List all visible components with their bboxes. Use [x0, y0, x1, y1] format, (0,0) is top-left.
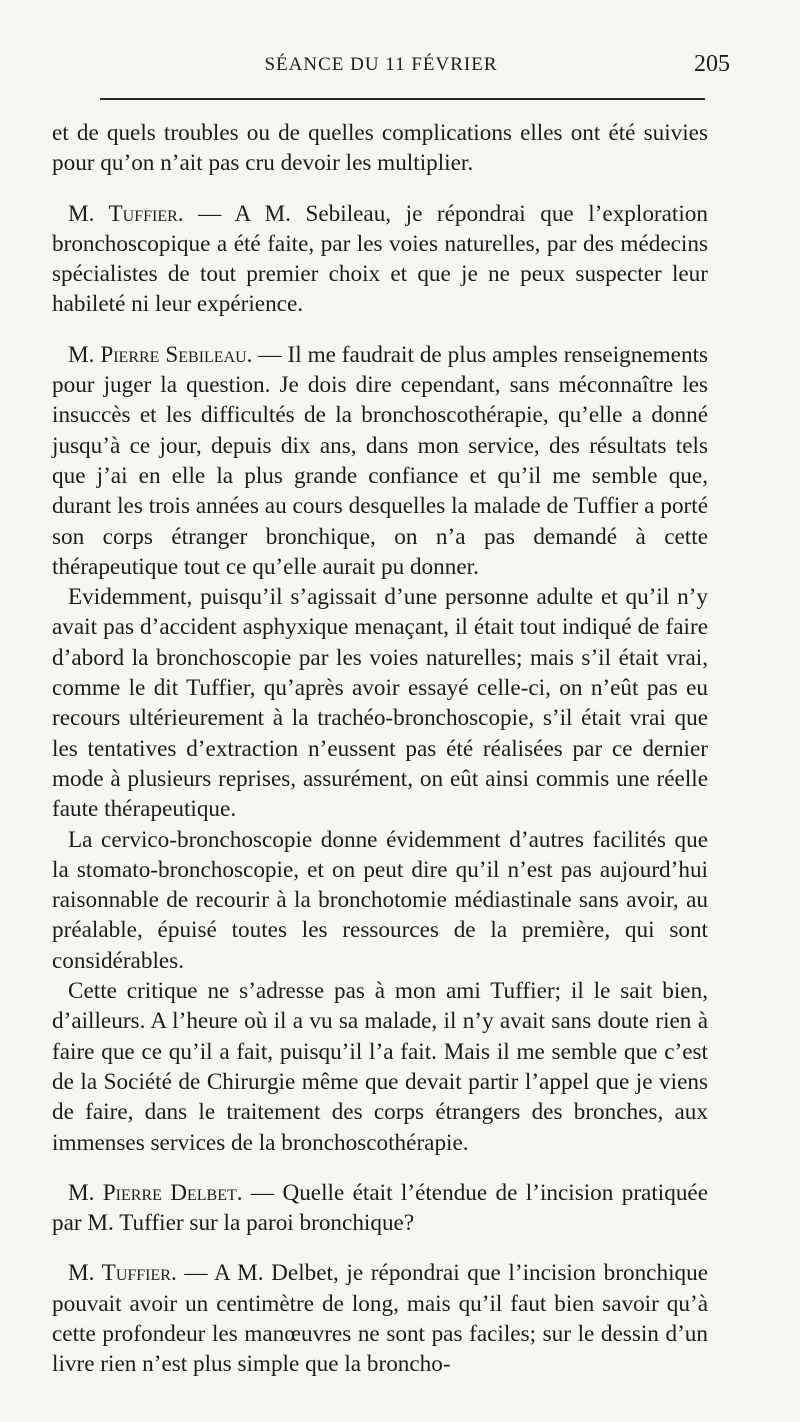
paragraph-3	[52, 340, 708, 582]
paragraph-7-text: — Quelle était l’étendue de l’incision pratiquée par M. Tuffier sur la paroi bronchique?	[52, 1179, 708, 1237]
paragraph-1	[52, 118, 708, 179]
paragraph-1-text: et de quels troubles ou de quelles complications elles ont été suivies pour qu’on n’ait pas cru devoir les multiplier.	[52, 120, 708, 177]
paragraph-2-text: — A M. Sebileau, je répondrai que l’exploration bronchoscopique a été faite, par les voies naturelles, par des médecins spécialistes de tout premier choix et que je ne peux suspecter leur habileté ni leur expérience.	[52, 200, 708, 318]
paragraph-5-text: La cervico-bronchoscopie donne évidemment d’autres facilités que la stomato-bronchoscopie, et on peut dire qu’il n’est pas aujourd’hui raisonnable de recourir à la bronchotomie médiastinale sans avoir, au préalable, épuisé toutes les ressources de la première, qui sont considérables.	[52, 826, 708, 974]
paragraph-8-text: — A M. Delbet, je répondrai que l’incision bronchique pouvait avoir un centimètre de long, mais qu’il faut bien savoir qu’à cette profondeur les manœuvres ne sont pas faciles; sur le dessin d’un livre rien n’est plus simple que la broncho-	[52, 1260, 708, 1378]
paragraph-7	[52, 1178, 708, 1239]
speaker-tuffier: M. Tuffier.	[68, 200, 184, 227]
paragraph-3-text: — Il me faudrait de plus amples renseignements pour juger la question. Je dois dire cependant, sans méconnaître les insuccès et les difficultés de la bronchoscothérapie, qu’elle a donné jusqu’à ce jour, depuis dix ans, dans mon service, des résultats tels que j’ai en elle la plus grande confiance et qu’il me semble que, durant les trois années au cours desquelles la malade de Tuffier a porté son corps étranger bronchique, on n’a pas demandé à cette thérapeutique tout ce qu’elle aurait pu donner.	[52, 341, 708, 580]
running-head: SÉANCE DU 11 FÉVRIER	[264, 54, 498, 75]
paragraph-8	[52, 1258, 708, 1379]
header-rule	[100, 98, 705, 100]
paragraph-4	[52, 582, 708, 824]
paragraph-6-text: Cette critique ne s’adresse pas à mon ami Tuffier; il le sait bien, d’ailleurs. A l’heure où il a vu sa malade, il n’y avait sans doute rien à faire que ce qu’il a fait, puisqu’il l’a fait. Mais il me semble que c’est de la Société de Chirurgie même que devait partir l’appel que je viens de faire, dans le traitement des corps étrangers des bronches, aux immenses services de la bronchoscothérapie.	[52, 978, 708, 1156]
page-header	[52, 46, 730, 86]
page-number: 205	[694, 51, 730, 77]
speaker-pierre-sebileau: M. Pierre Sebileau.	[68, 341, 253, 368]
speaker-pierre-delbet: M. Pierre Delbet.	[68, 1179, 243, 1206]
paragraph-4-text: Evidemment, puisqu’il s’agissait d’une personne adulte et qu’il n’y avait pas d’accident asphyxique menaçant, il était tout indiqué de faire d’abord la bronchoscopie par les voies naturelles; mais s’il était vrai, comme le dit Tuffier, qu’après avoir essayé celle-ci, on n’eût pas eu recours ultérieurement à la trachéo-bronchoscopie, s’il était vrai que les tentatives d’extraction n’eussent pas été réalisées par ce dernier mode à plusieurs reprises, assurément, on eût ainsi commis une réelle faute thérapeutique.	[52, 584, 708, 823]
document-body	[52, 118, 708, 1380]
paragraph-6	[52, 976, 708, 1158]
speaker-tuffier-2: M. Tuffier.	[68, 1260, 177, 1287]
paragraph-5	[52, 825, 708, 976]
paragraph-2	[52, 199, 708, 320]
